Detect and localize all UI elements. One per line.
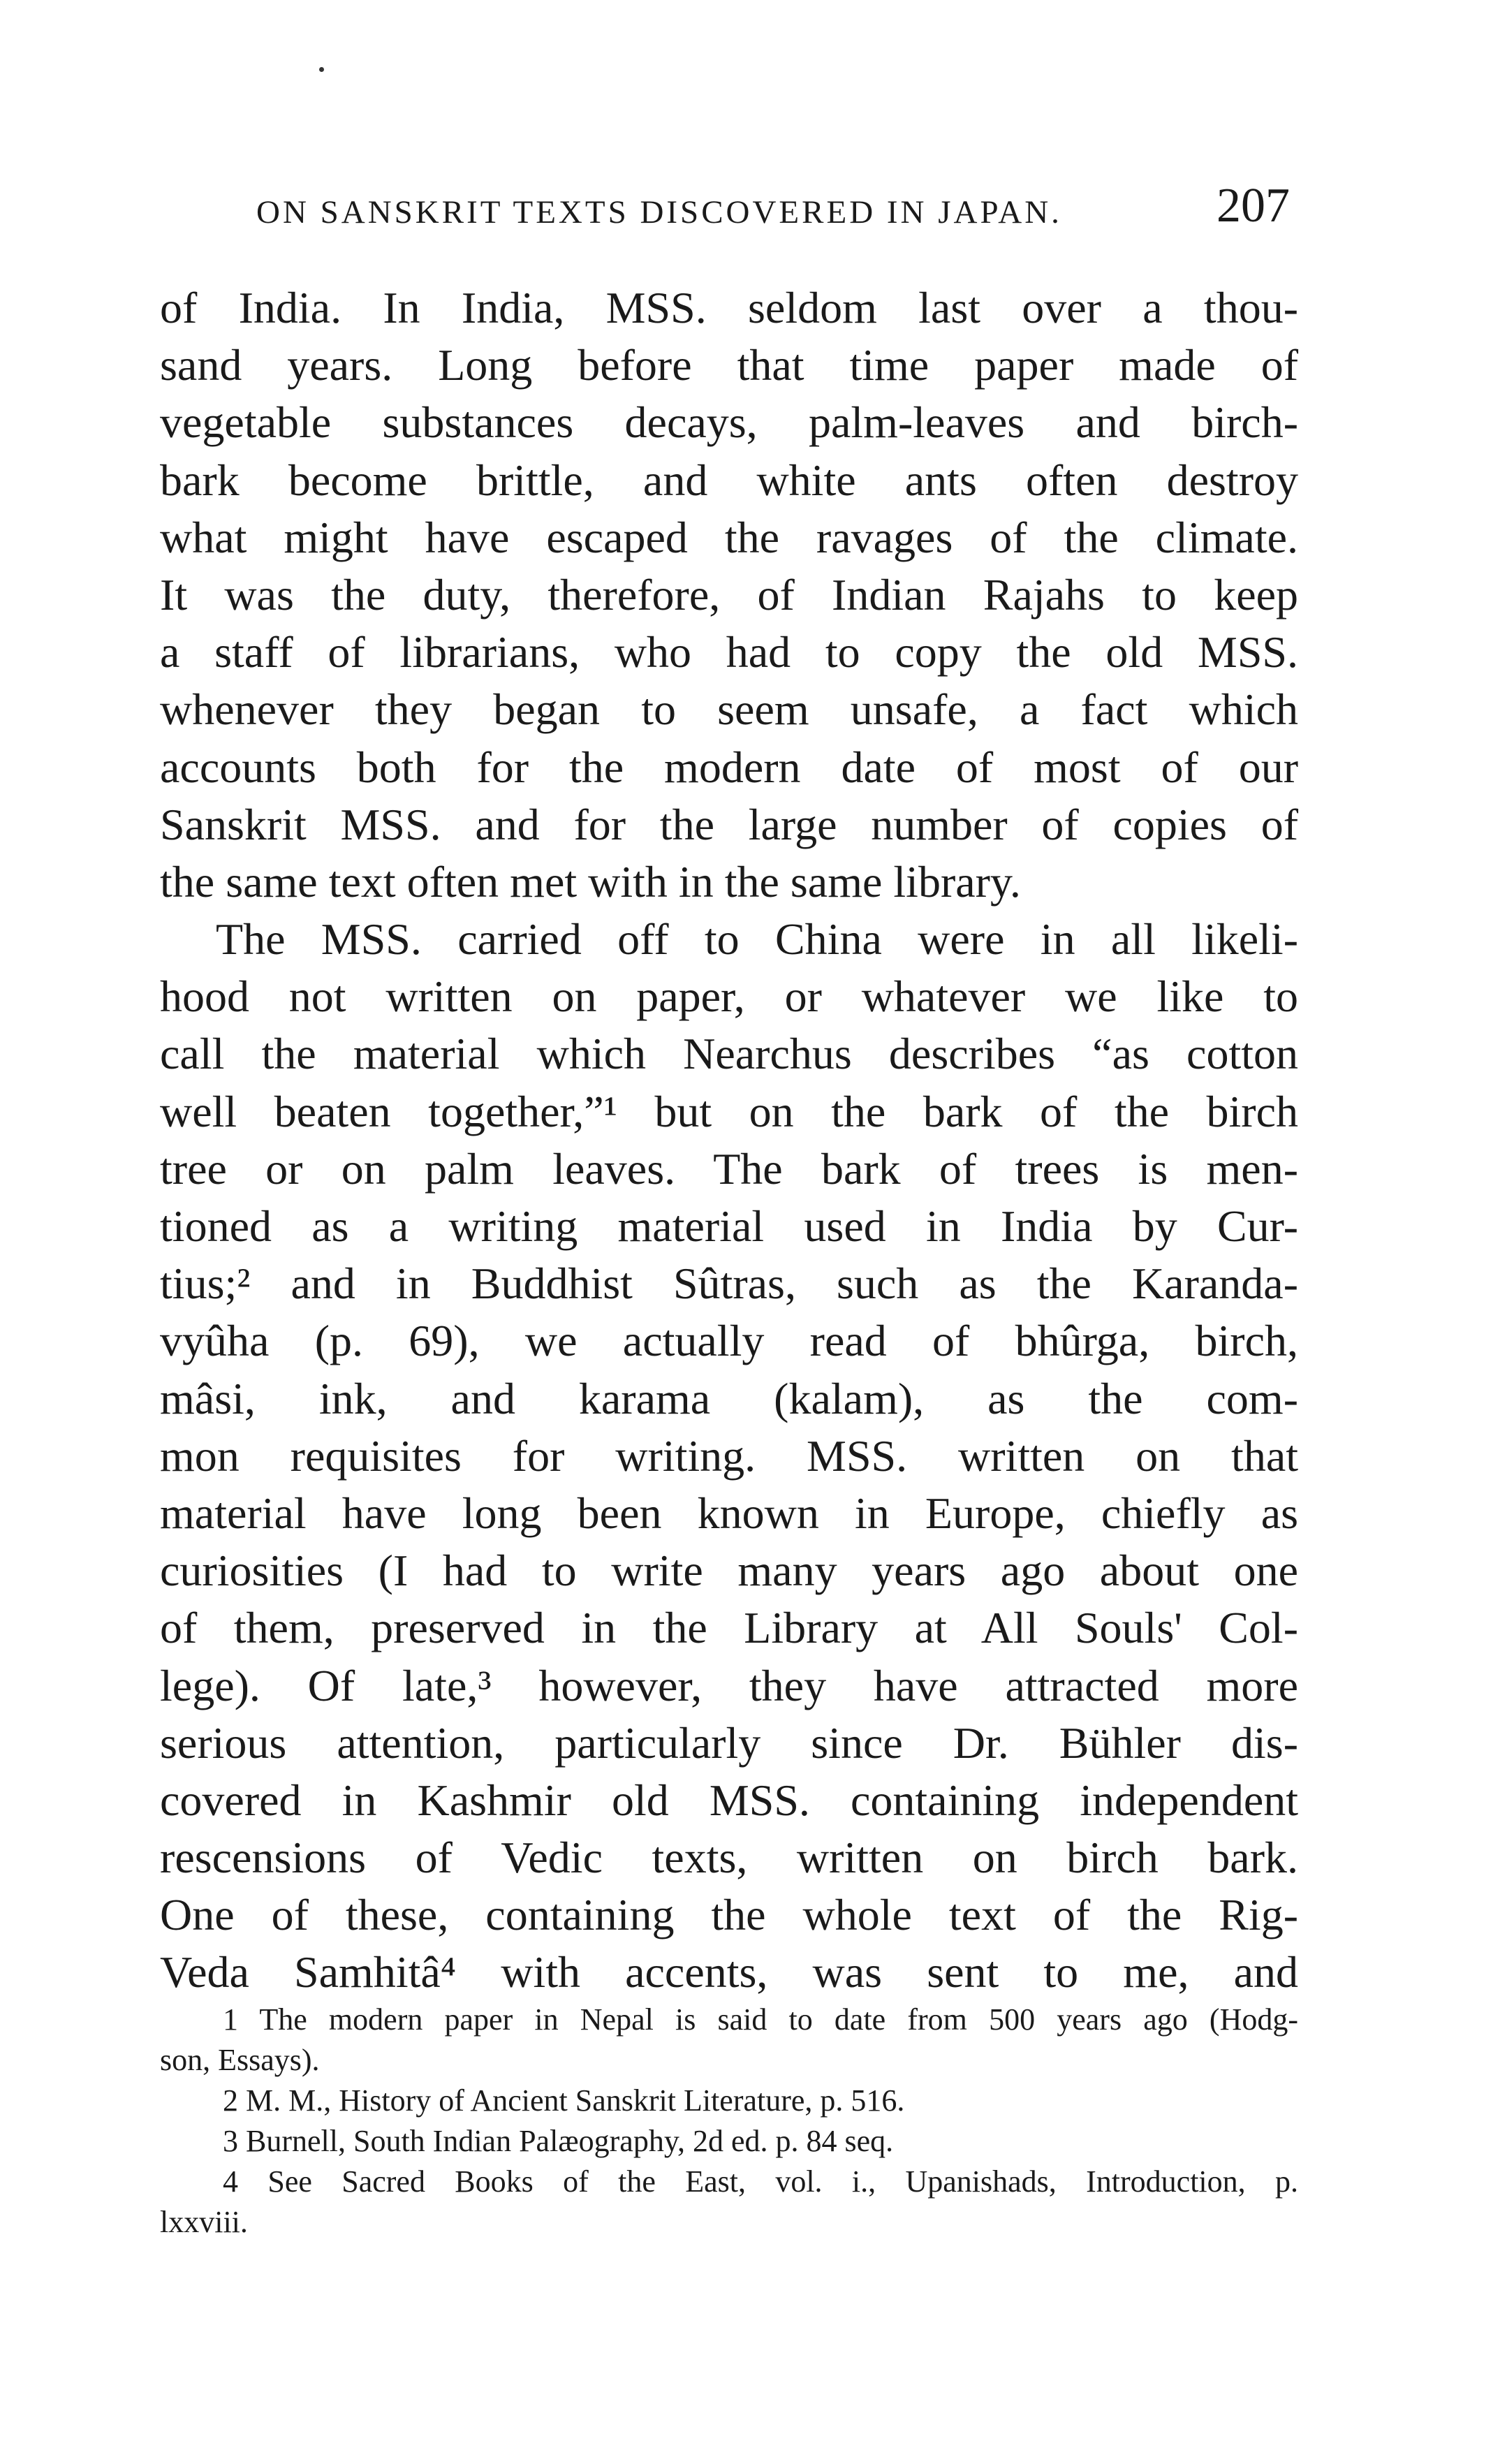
- text-line: covered in Kashmir old MSS. containing independent: [160, 1775, 1298, 1825]
- text-line: call the material which Nearchus describes “as cotton: [160, 1029, 1298, 1079]
- text-line: well beaten together,”¹ but on the bark of the birch: [160, 1086, 1298, 1136]
- footnotes: [160, 2000, 1298, 2243]
- footnote-line: lxxviii.: [160, 2205, 248, 2239]
- footnote-line: 3 Burnell, South Indian Palæography, 2d ed. p. 84 seq.: [223, 2124, 894, 2158]
- text-line: a staff of librarians, who had to copy the old MSS.: [160, 627, 1298, 677]
- text-line: accounts both for the modern date of most of our: [160, 742, 1298, 792]
- text-line: tree or on palm leaves. The bark of trees is men-: [160, 1143, 1298, 1194]
- text-line: of them, preserved in the Library at All Souls' Col-: [160, 1603, 1298, 1653]
- text-line: sand years. Long before that time paper made of: [160, 340, 1298, 390]
- text-line: curiosities (I had to write many years ago about one: [160, 1546, 1298, 1596]
- text-line: mon requisites for writing. MSS. written on that: [160, 1430, 1298, 1481]
- text-line: mâsi, ink, and karama (kalam), as the com-: [160, 1373, 1298, 1423]
- text-line: material have long been known in Europe, chiefly as: [160, 1488, 1298, 1538]
- footnote-line: 2 M. M., History of Ancient Sanskrit Literature, p. 516.: [223, 2083, 905, 2118]
- text-line: rescensions of Vedic texts, written on birch bark.: [160, 1833, 1298, 1883]
- text-line: serious attention, particularly since Dr. Bühler dis-: [160, 1717, 1298, 1768]
- text-line: Sanskrit MSS. and for the large number of copies of: [160, 799, 1298, 849]
- text-line: bark become brittle, and white ants often destroy: [160, 455, 1298, 505]
- text-line: One of these, containing the whole text of the Rig-: [160, 1890, 1298, 1940]
- paragraph-start-line: The MSS. carried off to China were in all likeli-: [216, 914, 1298, 965]
- text-line: the same text often met with in the same library.: [160, 856, 1021, 907]
- footnote-line: 4 See Sacred Books of the East, vol. i., Upanishads, Introduction, p.: [223, 2164, 1298, 2199]
- running-title: ON SANSKRIT TEXTS DISCOVERED IN JAPAN.: [256, 194, 1062, 230]
- text-line: hood not written on paper, or whatever we like to: [160, 971, 1298, 1022]
- text-line: vegetable substances decays, palm-leaves and birch-: [160, 397, 1298, 448]
- page-header: [256, 178, 1290, 241]
- text-line: tioned as a writing material used in India by Cur-: [160, 1201, 1298, 1251]
- text-line: of India. In India, MSS. seldom last over a thou-: [160, 283, 1298, 332]
- footnote-line: 1 The modern paper in Nepal is said to date from 500 years ago (Hodg-: [223, 2002, 1298, 2037]
- text-line: lege). Of late,³ however, they have attracted more: [160, 1660, 1298, 1710]
- print-speck: [319, 67, 324, 72]
- page-number: 207: [1216, 179, 1290, 233]
- text-line: Veda Samhitâ⁴ with accents, was sent to me, and: [160, 1947, 1298, 1997]
- text-line: whenever they began to seem unsafe, a fact which: [160, 684, 1298, 735]
- text-line: what might have escaped the ravages of the climate.: [160, 512, 1298, 562]
- text-line: It was the duty, therefore, of Indian Rajahs to keep: [160, 569, 1298, 619]
- text-line: tius;² and in Buddhist Sûtras, such as the Karanda-: [160, 1259, 1298, 1309]
- text-line: vyûha (p. 69), we actually read of bhûrga, birch,: [160, 1316, 1298, 1366]
- body-text: [160, 279, 1298, 2002]
- footnote-line: son, Essays).: [160, 2043, 320, 2077]
